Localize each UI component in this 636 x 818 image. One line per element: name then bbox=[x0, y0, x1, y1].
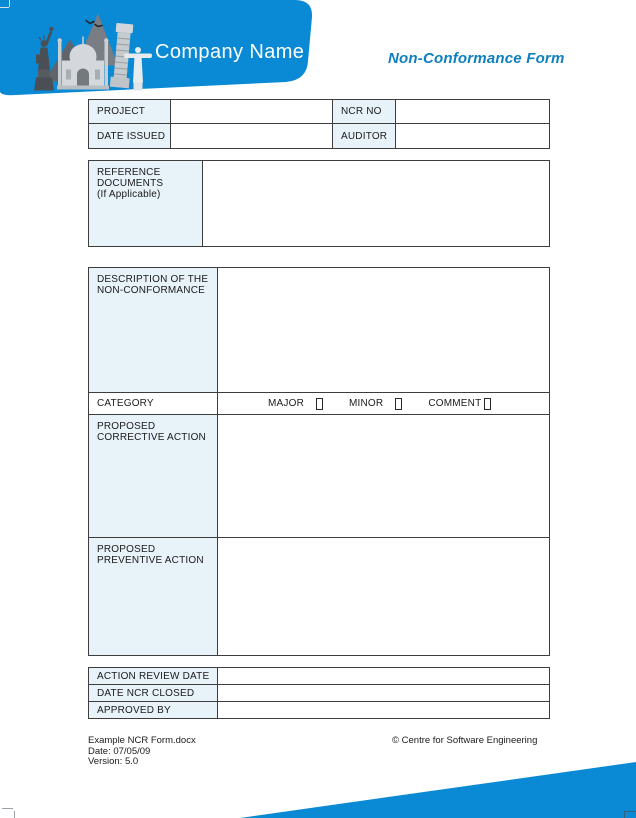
table-row bbox=[89, 538, 550, 656]
table-row bbox=[89, 124, 550, 149]
page-corner-mark bbox=[624, 811, 636, 812]
description-value-cell[interactable] bbox=[218, 268, 550, 393]
category-option-minor bbox=[349, 398, 402, 410]
approved-by-value-cell[interactable] bbox=[218, 702, 550, 719]
preventive-action-value-cell[interactable] bbox=[218, 538, 550, 656]
ncr-no-value-cell[interactable] bbox=[396, 100, 550, 124]
page-corner-mark bbox=[14, 811, 15, 818]
date-issued-label: DATE ISSUED bbox=[89, 124, 171, 149]
company-name: Company Name bbox=[155, 41, 305, 63]
page-corner-mark bbox=[2, 808, 13, 809]
description-label: DESCRIPTION OF THE NON-CONFORMANCE bbox=[89, 268, 218, 393]
comment-checkbox[interactable] bbox=[484, 398, 491, 410]
form-title: Non-Conformance Form bbox=[388, 50, 565, 67]
project-label: PROJECT bbox=[89, 100, 171, 124]
table-row bbox=[89, 268, 550, 393]
category-option-comment bbox=[428, 398, 491, 410]
category-option-major bbox=[268, 398, 323, 410]
corrective-action-label: PROPOSED CORRECTIVE ACTION bbox=[89, 415, 218, 538]
ncr-no-label: NCR NO bbox=[333, 100, 396, 124]
table-row bbox=[89, 393, 550, 415]
footer-version: Version: 5.0 bbox=[88, 756, 139, 767]
footer-filename: Example NCR Form.docx bbox=[88, 735, 196, 746]
reference-documents-label: REFERENCE DOCUMENTS (If Applicable) bbox=[89, 161, 203, 247]
preventive-action-label: PROPOSED PREVENTIVE ACTION bbox=[89, 538, 218, 656]
table-row bbox=[89, 161, 550, 247]
action-review-date-label: ACTION REVIEW DATE bbox=[89, 668, 218, 685]
info-table bbox=[88, 99, 550, 149]
bottom-wedge-decoration bbox=[0, 758, 636, 818]
reference-documents-table bbox=[88, 160, 550, 247]
major-label: MAJOR bbox=[268, 398, 304, 409]
minor-label: MINOR bbox=[349, 398, 384, 409]
footer-copyright: © Centre for Software Engineering bbox=[392, 735, 538, 746]
non-conformance-table bbox=[88, 267, 550, 656]
table-row bbox=[89, 415, 550, 538]
page-corner-mark bbox=[624, 811, 625, 818]
category-label: CATEGORY bbox=[89, 393, 218, 415]
corrective-action-value-cell[interactable] bbox=[218, 415, 550, 538]
statue-of-liberty-icon bbox=[34, 27, 54, 91]
table-row bbox=[89, 702, 550, 719]
category-options bbox=[268, 398, 545, 410]
table-row bbox=[89, 100, 550, 124]
reference-documents-value-cell[interactable] bbox=[203, 161, 550, 247]
date-issued-value-cell[interactable] bbox=[171, 124, 333, 149]
closing-table bbox=[88, 667, 550, 719]
footer-date: Date: 07/05/09 bbox=[88, 745, 151, 757]
auditor-value-cell[interactable] bbox=[396, 124, 550, 149]
action-review-date-value-cell[interactable] bbox=[218, 668, 550, 685]
date-ncr-closed-value-cell[interactable] bbox=[218, 685, 550, 702]
category-value-cell bbox=[218, 393, 550, 415]
auditor-label: AUDITOR bbox=[333, 124, 396, 149]
date-ncr-closed-label: DATE NCR CLOSED bbox=[89, 685, 218, 702]
major-checkbox[interactable] bbox=[316, 398, 323, 410]
project-value-cell[interactable] bbox=[171, 100, 333, 124]
table-row bbox=[89, 685, 550, 702]
minor-checkbox[interactable] bbox=[395, 398, 402, 410]
approved-by-label: APPROVED BY bbox=[89, 702, 218, 719]
comment-label: COMMENT bbox=[428, 398, 482, 409]
table-row bbox=[89, 668, 550, 685]
world-landmarks-icon bbox=[28, 7, 152, 92]
